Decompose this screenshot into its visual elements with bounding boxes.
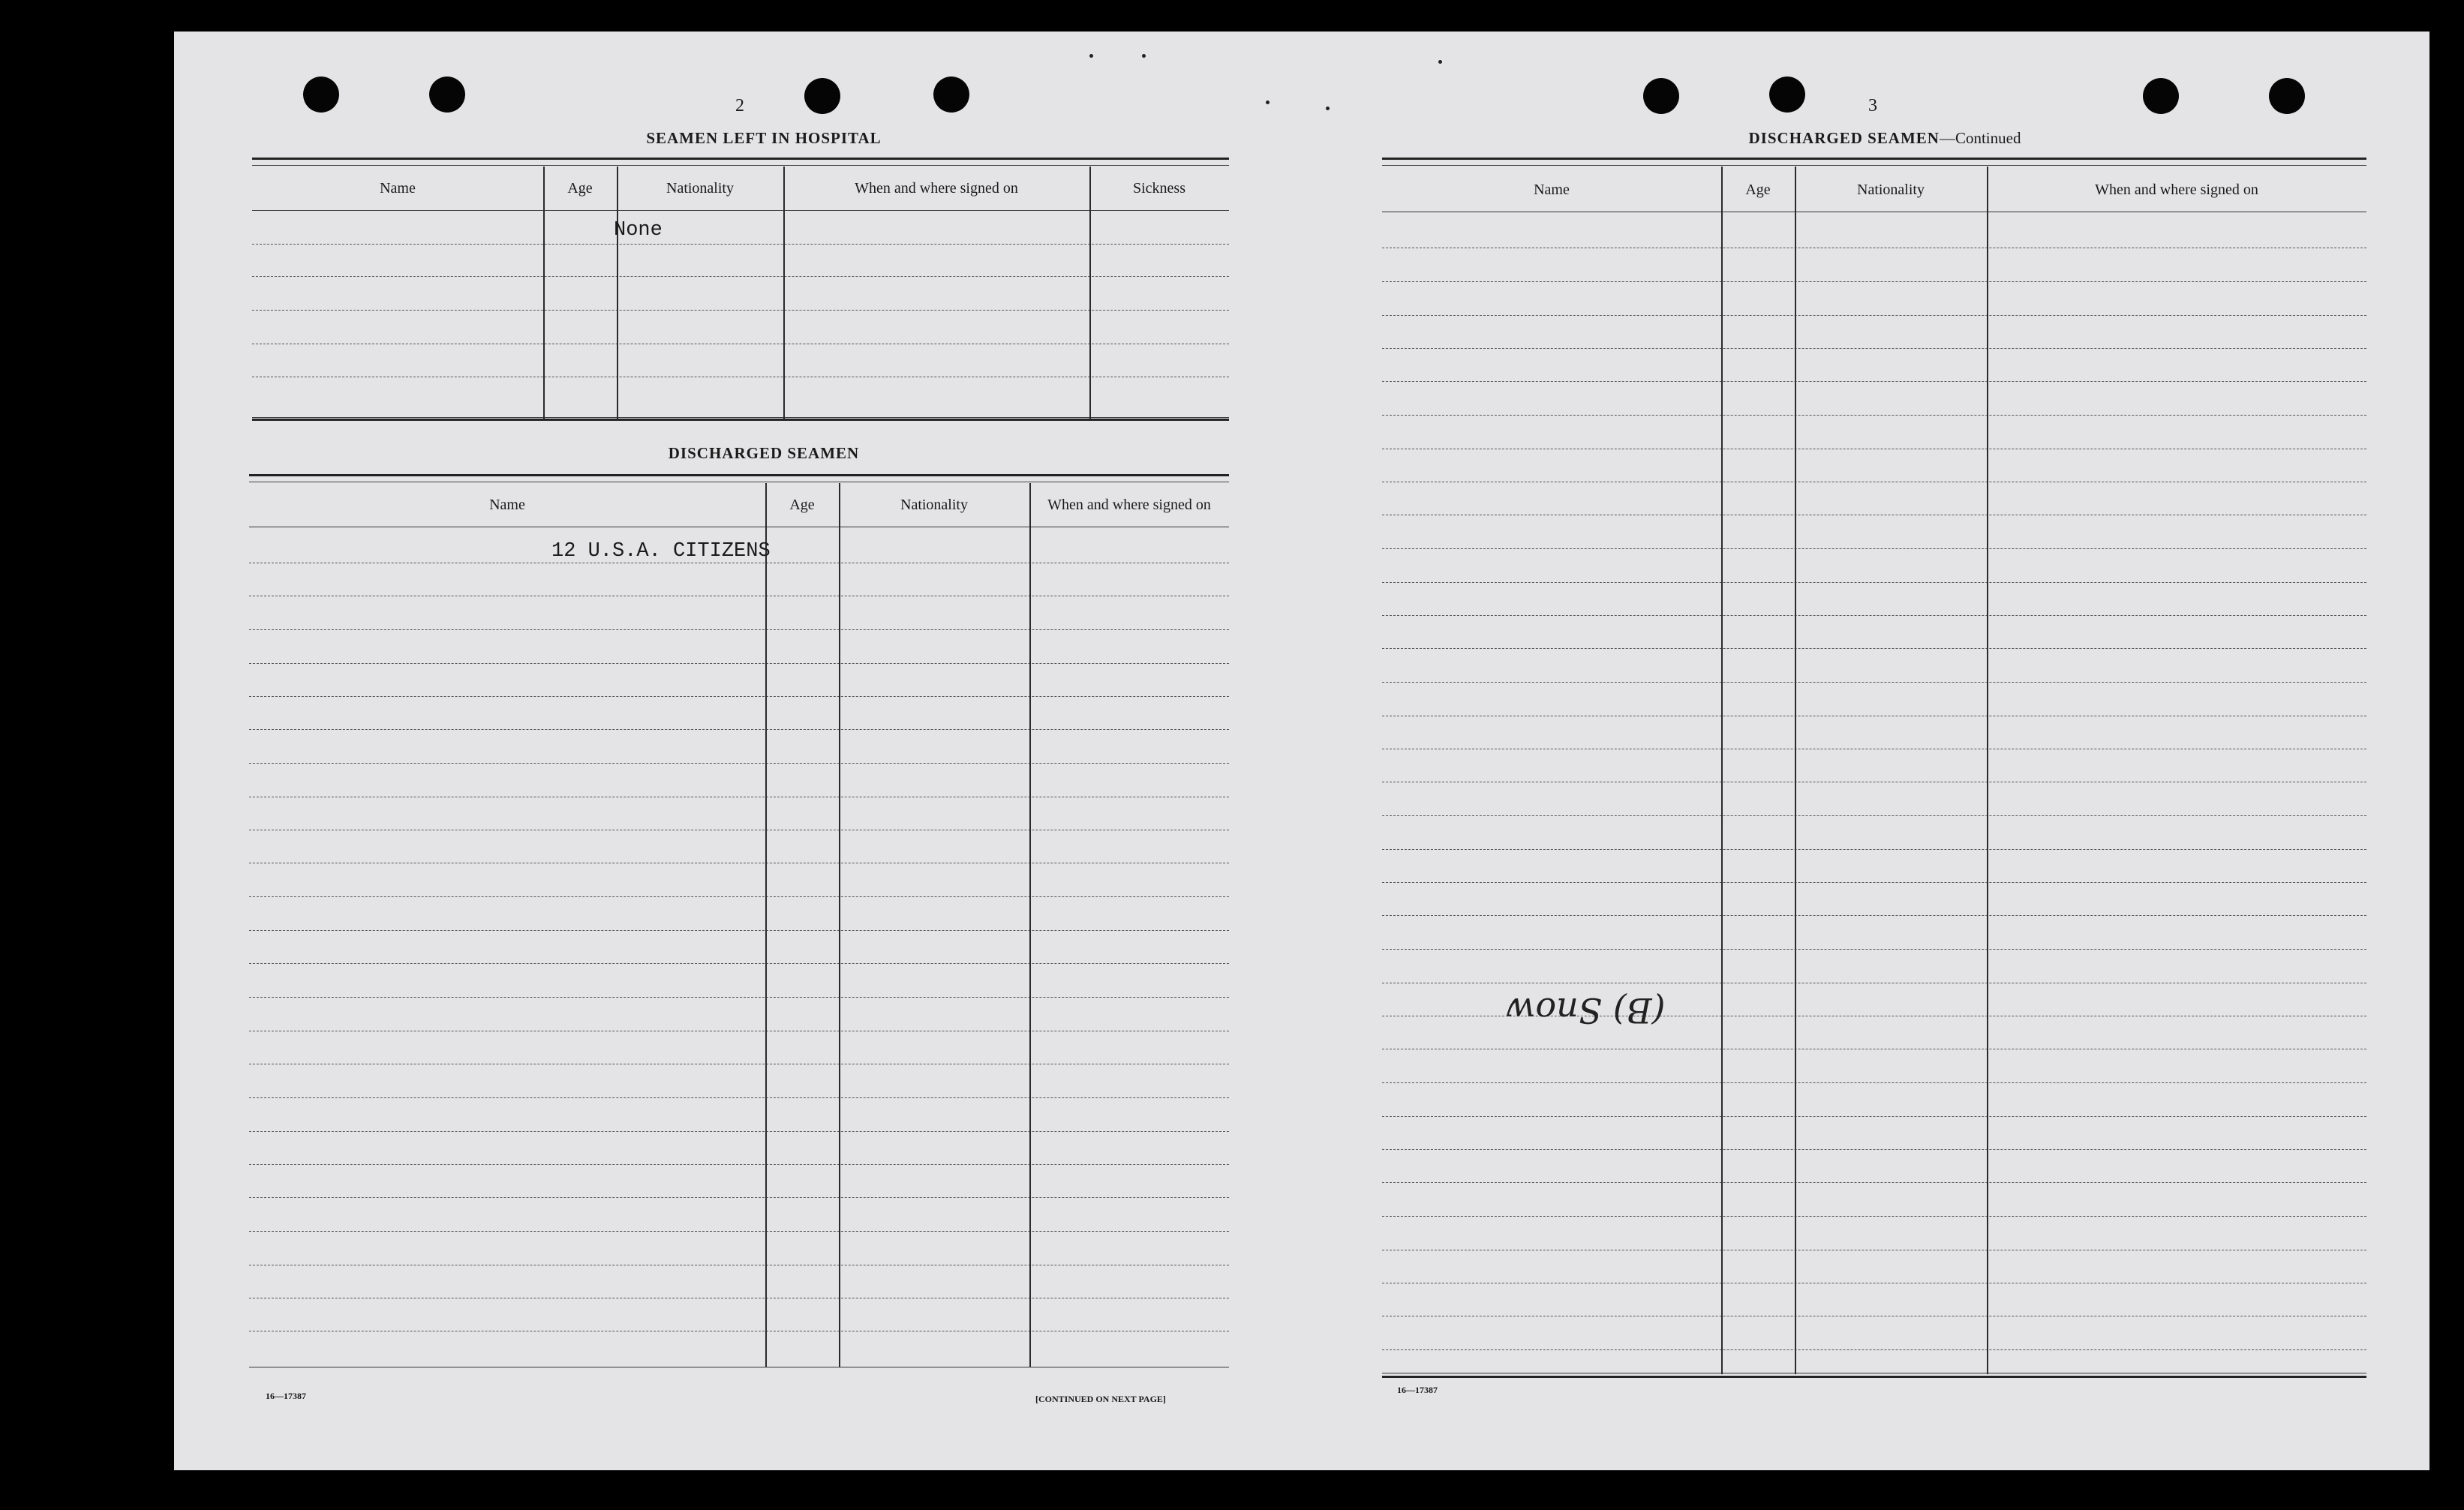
- column-header-sickness: Sickness: [1133, 180, 1185, 197]
- right-page: [1300, 32, 2429, 1470]
- title-main: DISCHARGED SEAMEN: [1748, 129, 1940, 147]
- discharged-entry: 12 U.S.A. CITIZENS: [551, 540, 771, 563]
- column-header-age: Age: [789, 497, 815, 513]
- column-header-nationality: Nationality: [1857, 182, 1925, 198]
- column-header-age: Age: [1745, 182, 1771, 198]
- continued-note: [CONTINUED ON NEXT PAGE]: [1035, 1394, 1166, 1404]
- hospital-table: [252, 158, 1229, 455]
- column-header-nationality: Nationality: [900, 497, 968, 513]
- column-header-name: Name: [1534, 182, 1570, 198]
- hospital-entry: None: [614, 219, 663, 242]
- discharged-table: [249, 474, 1229, 1416]
- discharged-section-title: DISCHARGED SEAMEN: [668, 444, 860, 462]
- column-header-signed-on: When and where signed on: [855, 180, 1018, 197]
- left-page: [174, 32, 1300, 1470]
- form-number: 16—17387: [1397, 1385, 1438, 1395]
- column-header-nationality: Nationality: [666, 180, 734, 197]
- column-header-signed-on: When and where signed on: [2095, 182, 2258, 198]
- document-sheet: [174, 32, 2429, 1470]
- bottom-rule: [1382, 1376, 2366, 1378]
- hospital-section-title: SEAMEN LEFT IN HOSPITAL: [646, 129, 882, 147]
- page-number: 3: [1868, 96, 1877, 116]
- handwritten-notation: (B) Snow: [1506, 990, 1666, 1031]
- title-continued: —Continued: [1939, 129, 2021, 147]
- discharged-continued-title: [1697, 129, 2072, 148]
- column-header-age: Age: [567, 180, 593, 197]
- column-header-signed-on: When and where signed on: [1047, 497, 1211, 513]
- column-header-name: Name: [489, 497, 525, 513]
- form-number: 16—17387: [266, 1391, 306, 1401]
- column-header-name: Name: [380, 180, 416, 197]
- discharged-continued-table: [1382, 158, 2366, 1403]
- page-number: 2: [735, 96, 744, 116]
